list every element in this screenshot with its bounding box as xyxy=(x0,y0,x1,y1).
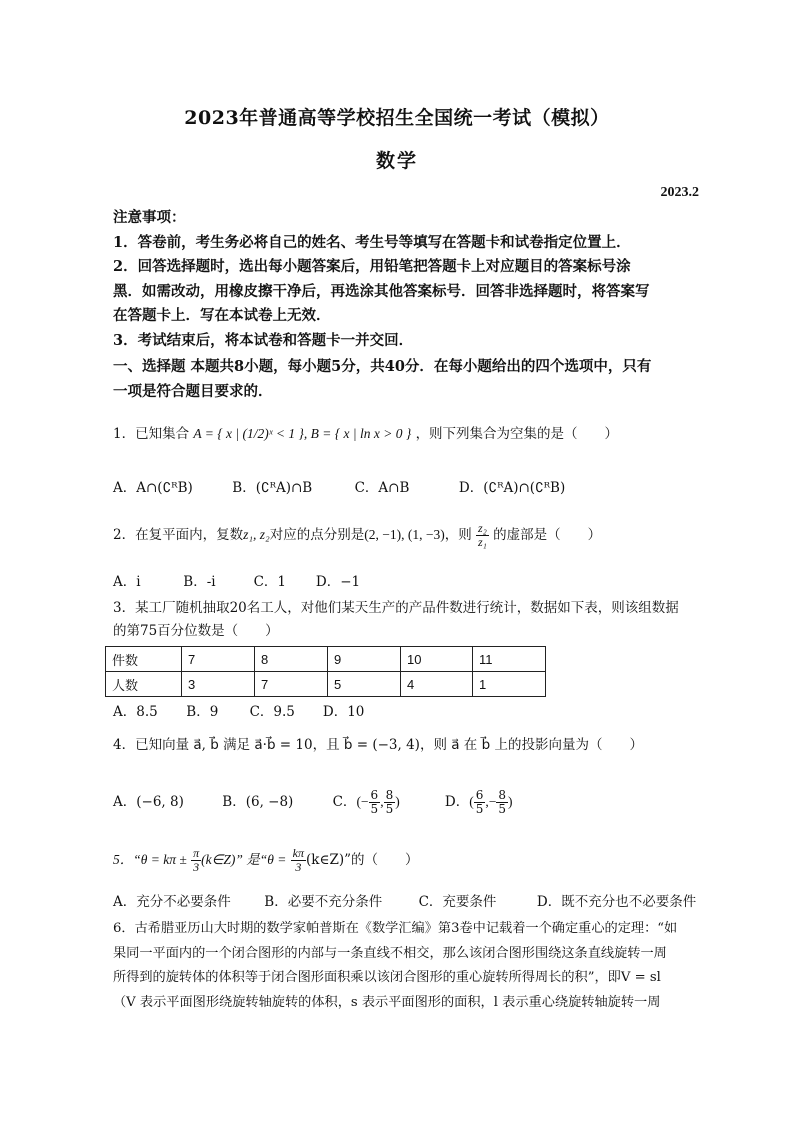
question-1 xyxy=(113,424,713,444)
q1-suffix: ，则下列集合为空集的是（ ） xyxy=(415,426,619,442)
q4-option-d[interactable] xyxy=(445,782,513,822)
q2-mid: 对应的点分别是 xyxy=(269,527,365,543)
table-cell: 8 xyxy=(255,647,328,672)
exam-subject: 数学 xyxy=(375,150,418,172)
q3-line: 的第75百分位数是（ ） xyxy=(113,623,279,639)
comma: , xyxy=(380,794,384,809)
frac-num: π xyxy=(193,846,200,860)
q5-option-a[interactable]: A．充分不必要条件 xyxy=(113,894,231,910)
q1-option-a[interactable]: A．A∩(∁ᴿB) xyxy=(113,480,193,496)
table-cell: 7 xyxy=(255,672,328,697)
q2-then: ，则 xyxy=(444,527,472,543)
q1-set-b: , B = { x | ln x > 0 } xyxy=(303,426,412,441)
exam-date: 2023.2 xyxy=(660,185,699,200)
q5-mid: (k∈Z)” 是“θ = xyxy=(201,852,287,867)
comma-minus: ,− xyxy=(485,794,497,809)
q2-option-a[interactable]: A．i xyxy=(113,574,141,590)
notice-block xyxy=(113,206,703,353)
q2-option-c[interactable]: C．1 xyxy=(253,574,287,590)
q1-set-a: A = { x | (1/2)ˣ < 1 } xyxy=(193,426,304,441)
frac-den: 3 xyxy=(193,860,200,874)
q6-line: 所得到的旋转体的体积等于闭合图形面积乘以该闭合图形的重心旋转所得周长的积”，即V = sl xyxy=(113,970,661,985)
q3-option-b[interactable]: B．9 xyxy=(186,704,219,720)
q2-frac-den: z₁ xyxy=(478,535,487,549)
q1-option-d[interactable]: D．(∁ᴿA)∩(∁ᴿB) xyxy=(458,480,566,496)
q4-option-a[interactable]: A．(−6, 8) xyxy=(113,794,184,810)
frac-den: 3 xyxy=(295,860,302,874)
q1-option-b[interactable]: B．(∁ᴿA)∩B xyxy=(232,480,313,496)
q2-suffix: 的虚部是（ ） xyxy=(493,527,602,543)
question-2 xyxy=(113,522,713,549)
frac-den: 5 xyxy=(385,802,394,816)
notice-line: 1．答卷前，考生务必将自己的姓名、考生号等填写在答题卡和试卷指定位置上． xyxy=(113,233,631,251)
q5-option-d[interactable]: D．既不充分也不必要条件 xyxy=(536,894,697,910)
q1-option-c[interactable]: C．A∩B xyxy=(354,480,410,496)
table-cell: 1 xyxy=(473,672,546,697)
question-6 xyxy=(113,917,713,1015)
q4-option-b[interactable]: B．(6, −8) xyxy=(222,794,294,810)
frac-den: 5 xyxy=(498,802,506,816)
frac-den: 5 xyxy=(475,802,484,816)
q2-option-b[interactable]: B．-i xyxy=(183,574,216,590)
q3-option-d[interactable]: D．10 xyxy=(322,704,365,720)
section-line: 一项是符合题目要求的． xyxy=(113,383,273,400)
question-3 xyxy=(113,598,713,641)
frac-num: kπ xyxy=(292,846,305,860)
q4-d-frac1 xyxy=(474,789,486,816)
q3-line: 3．某工厂随机抽取20名工人，对他们某天生产的产品件数进行统计，数据如下表，则该组数据 xyxy=(113,600,679,616)
q1-prefix: 1．已知集合 xyxy=(113,426,190,442)
frac-den: 5 xyxy=(370,802,379,816)
q5-option-b[interactable]: B．必要不充分条件 xyxy=(264,894,383,910)
table-cell: 9 xyxy=(328,647,401,672)
table-cell: 人数 xyxy=(106,672,182,697)
section-line: 一、选择题 本题共8小题，每小题5分，共40分．在每小题给出的四个选项中，只有 xyxy=(113,358,652,375)
q3-option-c[interactable]: C．9.5 xyxy=(249,704,295,720)
table-cell: 10 xyxy=(401,647,473,672)
q5-frac1 xyxy=(191,847,201,874)
question-5 xyxy=(113,840,713,880)
q3-option-a[interactable]: A．8.5 xyxy=(113,704,158,720)
q2-options xyxy=(113,572,713,592)
q2-vars: z₁, z₂ xyxy=(243,527,270,542)
notice-line: 在答题卡上．写在本试卷上无效． xyxy=(113,307,331,324)
table-cell: 件数 xyxy=(106,647,182,672)
frac-num: 6 xyxy=(475,788,484,802)
q5-options xyxy=(113,892,713,912)
notice-line: 2．回答选择题时，选出每小题答案后，用铅笔把答题卡上对应题目的答案标号涂 xyxy=(113,258,631,275)
table-cell: 11 xyxy=(473,647,546,672)
q4-option-c-label: C． xyxy=(332,794,357,810)
q4-c-frac1 xyxy=(369,788,384,816)
q2-frac-num: z₂ xyxy=(478,521,487,535)
open-paren: ( xyxy=(469,794,474,809)
q6-line: 果同一平面内的一个闭合图形的内部与一条直线不相交，那么该闭合图形围绕这条直线旋转一周 xyxy=(113,945,667,961)
q4-option-c[interactable] xyxy=(333,782,441,822)
q2-points: (2, −1), (1, −3) xyxy=(364,527,445,542)
frac-num: 8 xyxy=(498,788,506,802)
table-cell: 7 xyxy=(182,647,255,672)
exam-title: 2023年普通高等学校招生全国统一考试（模拟） xyxy=(184,107,610,129)
table-cell: 5 xyxy=(328,672,401,697)
q4-c-open: (− xyxy=(356,794,369,809)
q4-d-frac2 xyxy=(496,789,508,816)
notice-line: 黑．如需改动，用橡皮擦干净后，再选涂其他答案标号．回答非选择题时，将答案写 xyxy=(113,282,650,300)
frac-num: 8 xyxy=(385,788,394,802)
q6-line: （V 表示平面图形绕旋转轴旋转的体积，s 表示平面图形的面积，l 表示重心绕旋转轴旋转一周 xyxy=(113,994,661,1010)
q6-line: 6．古希腊亚历山大时期的数学家帕普斯在《数学汇编》第3卷中记载着一个确定重心的定理：“如 xyxy=(113,921,678,936)
question-4: 4．已知向量 a⃗, b⃗ 满足 a⃗·b⃗ = 10，且 b⃗ = (−3, 4)，则 a⃗ 在 b⃗ 上的投影向量为（ ） xyxy=(113,737,643,753)
q4-c-frac2 xyxy=(384,789,396,816)
notice-heading: 注意事项： xyxy=(113,209,186,226)
section-heading xyxy=(113,354,703,404)
q2-prefix: 2．在复平面内，复数 xyxy=(113,527,244,543)
table-cell: 4 xyxy=(401,672,473,697)
q2-option-d[interactable]: D．−1 xyxy=(315,574,361,590)
table-row xyxy=(106,672,546,697)
q1-options xyxy=(113,478,713,498)
q5-suffix: (k∈Z)”的（ ） xyxy=(306,852,419,868)
table-row xyxy=(106,647,546,672)
q4-options xyxy=(113,782,713,822)
q2-fraction xyxy=(476,522,489,549)
q5-prefix: 5．“θ = kπ ± xyxy=(113,852,187,867)
q5-option-c[interactable]: C．充要条件 xyxy=(418,894,497,910)
q5-frac2 xyxy=(291,847,306,874)
table-cell: 3 xyxy=(182,672,255,697)
notice-line: 3．考试结束后，将本试卷和答题卡一并交回． xyxy=(113,331,414,349)
q3-data-table xyxy=(105,646,546,697)
close-paren: ) xyxy=(508,794,513,809)
close-paren: ) xyxy=(395,794,400,809)
frac-num: 6 xyxy=(370,788,379,802)
q4-option-d-label: D． xyxy=(444,794,470,810)
q3-options xyxy=(113,702,713,722)
